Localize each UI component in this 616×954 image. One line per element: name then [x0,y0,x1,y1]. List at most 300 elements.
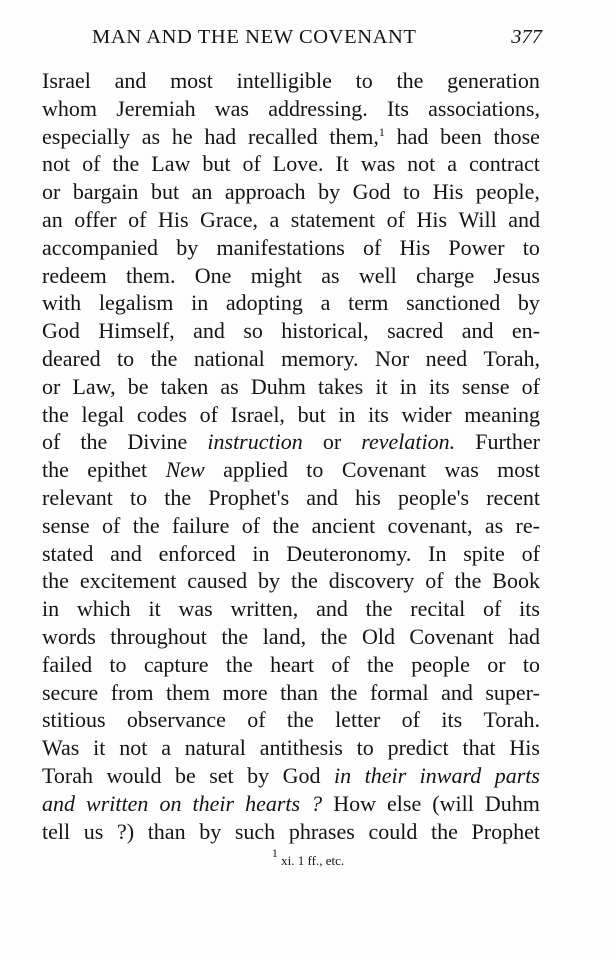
text: the [80,429,108,455]
text: ?) [116,818,135,844]
word [42,373,60,401]
word [407,150,435,178]
text: a [447,151,457,177]
text-line [42,679,540,707]
text: by [247,762,270,788]
text: Duhm [250,373,306,399]
word [42,818,70,846]
text: Power [448,234,505,260]
word [447,150,457,178]
text: Law, [72,373,116,399]
word [117,345,134,373]
text: letter [335,707,381,733]
word [192,178,213,206]
text-line [42,178,540,206]
word [226,651,253,679]
text: with [42,290,82,316]
italic-text: revelation. [361,429,456,455]
text: offer [74,206,117,232]
word [495,762,540,790]
text: of [401,707,420,733]
text: and [114,68,147,93]
running-title: MAN AND THE NEW COVENANT [92,26,417,48]
word [187,567,247,595]
word [522,373,540,401]
word [242,150,260,178]
word [487,651,505,679]
word [321,262,339,290]
text: Torah. [483,707,540,733]
word [353,178,391,206]
text: its [368,401,389,427]
word [356,67,373,95]
text: term [348,290,389,316]
word [73,178,139,206]
word [516,512,540,540]
word [286,540,411,568]
text-line [42,401,540,429]
text: His [432,179,464,205]
text: Israel [42,68,91,93]
text: natural [184,735,246,761]
text: legal [81,401,125,427]
word [463,734,496,762]
word [42,651,92,679]
text: relevant [42,484,113,510]
text: the [112,151,140,177]
text: the [164,484,192,510]
word [375,373,387,401]
word [416,206,447,234]
word [223,456,288,484]
word [463,540,505,568]
text: and [508,206,540,232]
text: God [42,318,80,344]
word [459,206,497,234]
text: the [42,568,69,594]
text: or [322,429,342,455]
text: by [318,179,341,205]
italic-text: their [364,762,407,788]
text: in [191,290,209,316]
italic-text: in [334,762,352,788]
word [509,734,540,762]
text: of [199,401,218,427]
text: His [416,206,447,232]
word [208,484,289,512]
word [243,317,263,345]
text: Israel, [230,401,285,427]
text: the [286,707,314,733]
text: generation [447,68,540,93]
text: and [193,318,225,344]
word [494,262,540,290]
word [161,734,171,762]
text: them. [126,262,176,288]
text: Love. [272,151,324,177]
word [483,706,540,734]
text: Jesus [493,262,540,288]
text: applied [223,457,288,483]
text: and [306,484,339,510]
word [164,484,191,512]
word [112,150,139,178]
text: approach [224,179,306,205]
word [298,401,326,429]
text: Law [151,151,191,177]
word [248,123,318,151]
word [518,289,540,317]
word [195,262,232,290]
text: Prophet's [208,484,290,510]
word [361,428,455,456]
text-line [42,540,540,568]
text: was [360,151,396,177]
word [42,512,90,540]
word [225,178,306,206]
text: and [461,318,494,344]
text-line [42,567,540,595]
text-line [42,818,540,846]
word [106,762,161,790]
word [370,679,429,707]
text: re- [515,512,540,538]
word [133,512,160,540]
word [331,651,349,679]
text: be [174,762,196,788]
text: codes [136,401,187,427]
word [166,456,205,484]
text: sacred [387,318,444,344]
text: sanctioned [406,290,501,316]
text-line [42,95,540,123]
word [128,373,149,401]
word [42,317,80,345]
text: the [272,512,300,538]
word [375,345,409,373]
text: a [161,735,171,761]
word [428,540,446,568]
word [72,373,115,401]
word [199,818,221,846]
word [42,150,70,178]
text: as [220,373,239,399]
text: sense [461,373,510,399]
word [331,679,358,707]
word [128,206,146,234]
text: of [128,206,147,232]
word [42,790,75,818]
word [93,734,105,762]
text: Was [42,735,80,761]
word [318,373,363,401]
text: especially [42,123,130,149]
text: sense [42,512,90,538]
text: takes [318,373,364,399]
italic-text: their [192,790,235,816]
word [42,428,60,456]
text: us [83,818,104,844]
word [148,818,186,846]
text-line [42,456,540,484]
text-line [42,428,540,456]
text: of [425,568,444,594]
word [447,67,540,95]
text: Book [492,568,540,594]
word [485,679,540,707]
word [222,679,267,707]
text: most [497,457,540,483]
word [127,428,187,456]
text: the [365,596,393,622]
word [42,623,96,651]
text: (will [432,790,474,816]
text: as [484,512,504,538]
word [357,734,374,762]
word [116,95,195,123]
text: statement [290,206,376,232]
text: stated [42,540,94,566]
text: excitement [79,568,177,594]
text-line [42,123,540,151]
word [192,790,234,818]
text: its [441,707,463,733]
word [80,567,177,595]
word [252,540,269,568]
word [42,67,91,95]
word [448,234,504,262]
word [127,706,226,734]
text: adopting [225,290,303,316]
text: His [509,735,540,761]
text: it [93,735,106,761]
word [333,790,376,818]
word [523,234,540,262]
word [508,206,540,234]
word [247,762,269,790]
word [365,762,407,790]
italic-text: inward [419,762,482,788]
text: of [521,373,540,399]
word [148,595,160,623]
text: national [193,345,265,371]
text: failure [171,512,230,538]
word [462,317,494,345]
text: legalism [98,290,174,316]
word [82,150,100,178]
word [497,456,540,484]
footnote-reference: 1 [378,124,385,139]
text: capture [143,651,209,677]
text: the [150,345,178,371]
word [485,790,540,818]
text: might [250,262,303,288]
text: phrases [288,818,355,844]
text: of [386,206,405,232]
word [42,540,93,568]
word [144,651,209,679]
word [283,762,321,790]
text: spite [463,540,505,566]
word [387,790,421,818]
text: Further [475,429,540,455]
text: the [42,457,69,483]
word [406,289,500,317]
text: as [141,123,161,149]
word [512,317,540,345]
word [159,540,236,568]
word [397,123,429,151]
word [403,178,420,206]
text: written, [230,596,299,622]
text: of [242,151,261,177]
word [362,623,395,651]
text: Torah, [483,345,540,371]
text: in [338,401,356,427]
word [42,262,107,290]
text: be [127,373,149,399]
word [111,679,154,707]
word [176,234,198,262]
word [318,178,340,206]
text: such [234,818,276,844]
text: as [321,262,340,288]
word [368,818,417,846]
word [355,484,381,512]
text-line [42,345,540,373]
word [110,540,142,568]
text-line [42,317,540,345]
text-line [42,623,540,651]
word [409,623,493,651]
word [42,567,69,595]
text: to [522,651,540,677]
text: was [444,457,479,483]
text: Jeremiah [116,95,196,121]
word [151,345,178,373]
text: to [306,457,324,483]
word [159,790,181,818]
word [398,484,469,512]
word [522,540,540,568]
word [99,289,174,317]
text: en- [511,318,540,344]
text: of [247,707,266,733]
text: had [204,123,237,149]
word [464,401,540,429]
word [245,790,300,818]
text: it [148,596,161,622]
text: Prophet [471,818,540,844]
body-text [42,67,540,845]
text: most [170,68,213,93]
text: predict [387,735,449,761]
text: the [430,818,458,844]
text: by [258,568,281,594]
word [117,818,134,846]
word [441,679,473,707]
word [485,512,503,540]
text: to [129,484,148,510]
text: and [110,540,142,566]
text: not [42,151,71,177]
word [151,178,179,206]
word [42,289,81,317]
text: words [42,623,96,649]
word [42,679,98,707]
text: else [387,790,422,816]
word [226,289,303,317]
text: failed [42,651,93,677]
text: its [428,373,450,399]
text: heart [270,651,315,677]
text: the [290,568,318,594]
text: so [243,318,263,344]
text: It [335,151,349,177]
word [42,595,59,623]
word [291,567,318,595]
text: ancient [311,512,376,538]
word [170,67,213,95]
word [508,623,540,651]
text: epithet [87,457,148,483]
italic-text: instruction [207,429,303,455]
word [361,150,395,178]
text: charge [416,262,475,288]
word [476,178,540,206]
text: was [178,596,213,622]
footnote-text: xi. 1 ff., etc. [281,853,345,868]
text: a [269,206,280,232]
text: the [330,679,358,705]
text: which [76,596,131,622]
word [400,234,431,262]
word [402,706,420,734]
text: well [358,262,397,288]
text: Deuteronomy. [286,540,412,566]
word [281,345,358,373]
text: need [425,345,468,371]
footnote-marker: 1 [271,846,278,860]
text: of [82,151,101,177]
word [110,623,207,651]
text: intelligible [236,68,332,93]
word [272,512,299,540]
word [84,818,104,846]
word [193,317,225,345]
word [42,234,158,262]
text-line [42,289,540,317]
word [98,317,174,345]
text: them [165,679,210,705]
text: His [157,206,189,232]
text: of [102,512,121,538]
word [42,484,113,512]
word [426,345,468,373]
text-line [42,373,540,401]
word [263,623,306,651]
text-line [42,706,540,734]
word [42,734,79,762]
text: Covenant [341,457,427,483]
text: throughout [110,623,207,649]
text: secure [42,679,99,705]
text: not [119,735,148,761]
text: his [355,484,381,510]
word [400,373,417,401]
word [109,651,126,679]
text: in [399,373,417,399]
